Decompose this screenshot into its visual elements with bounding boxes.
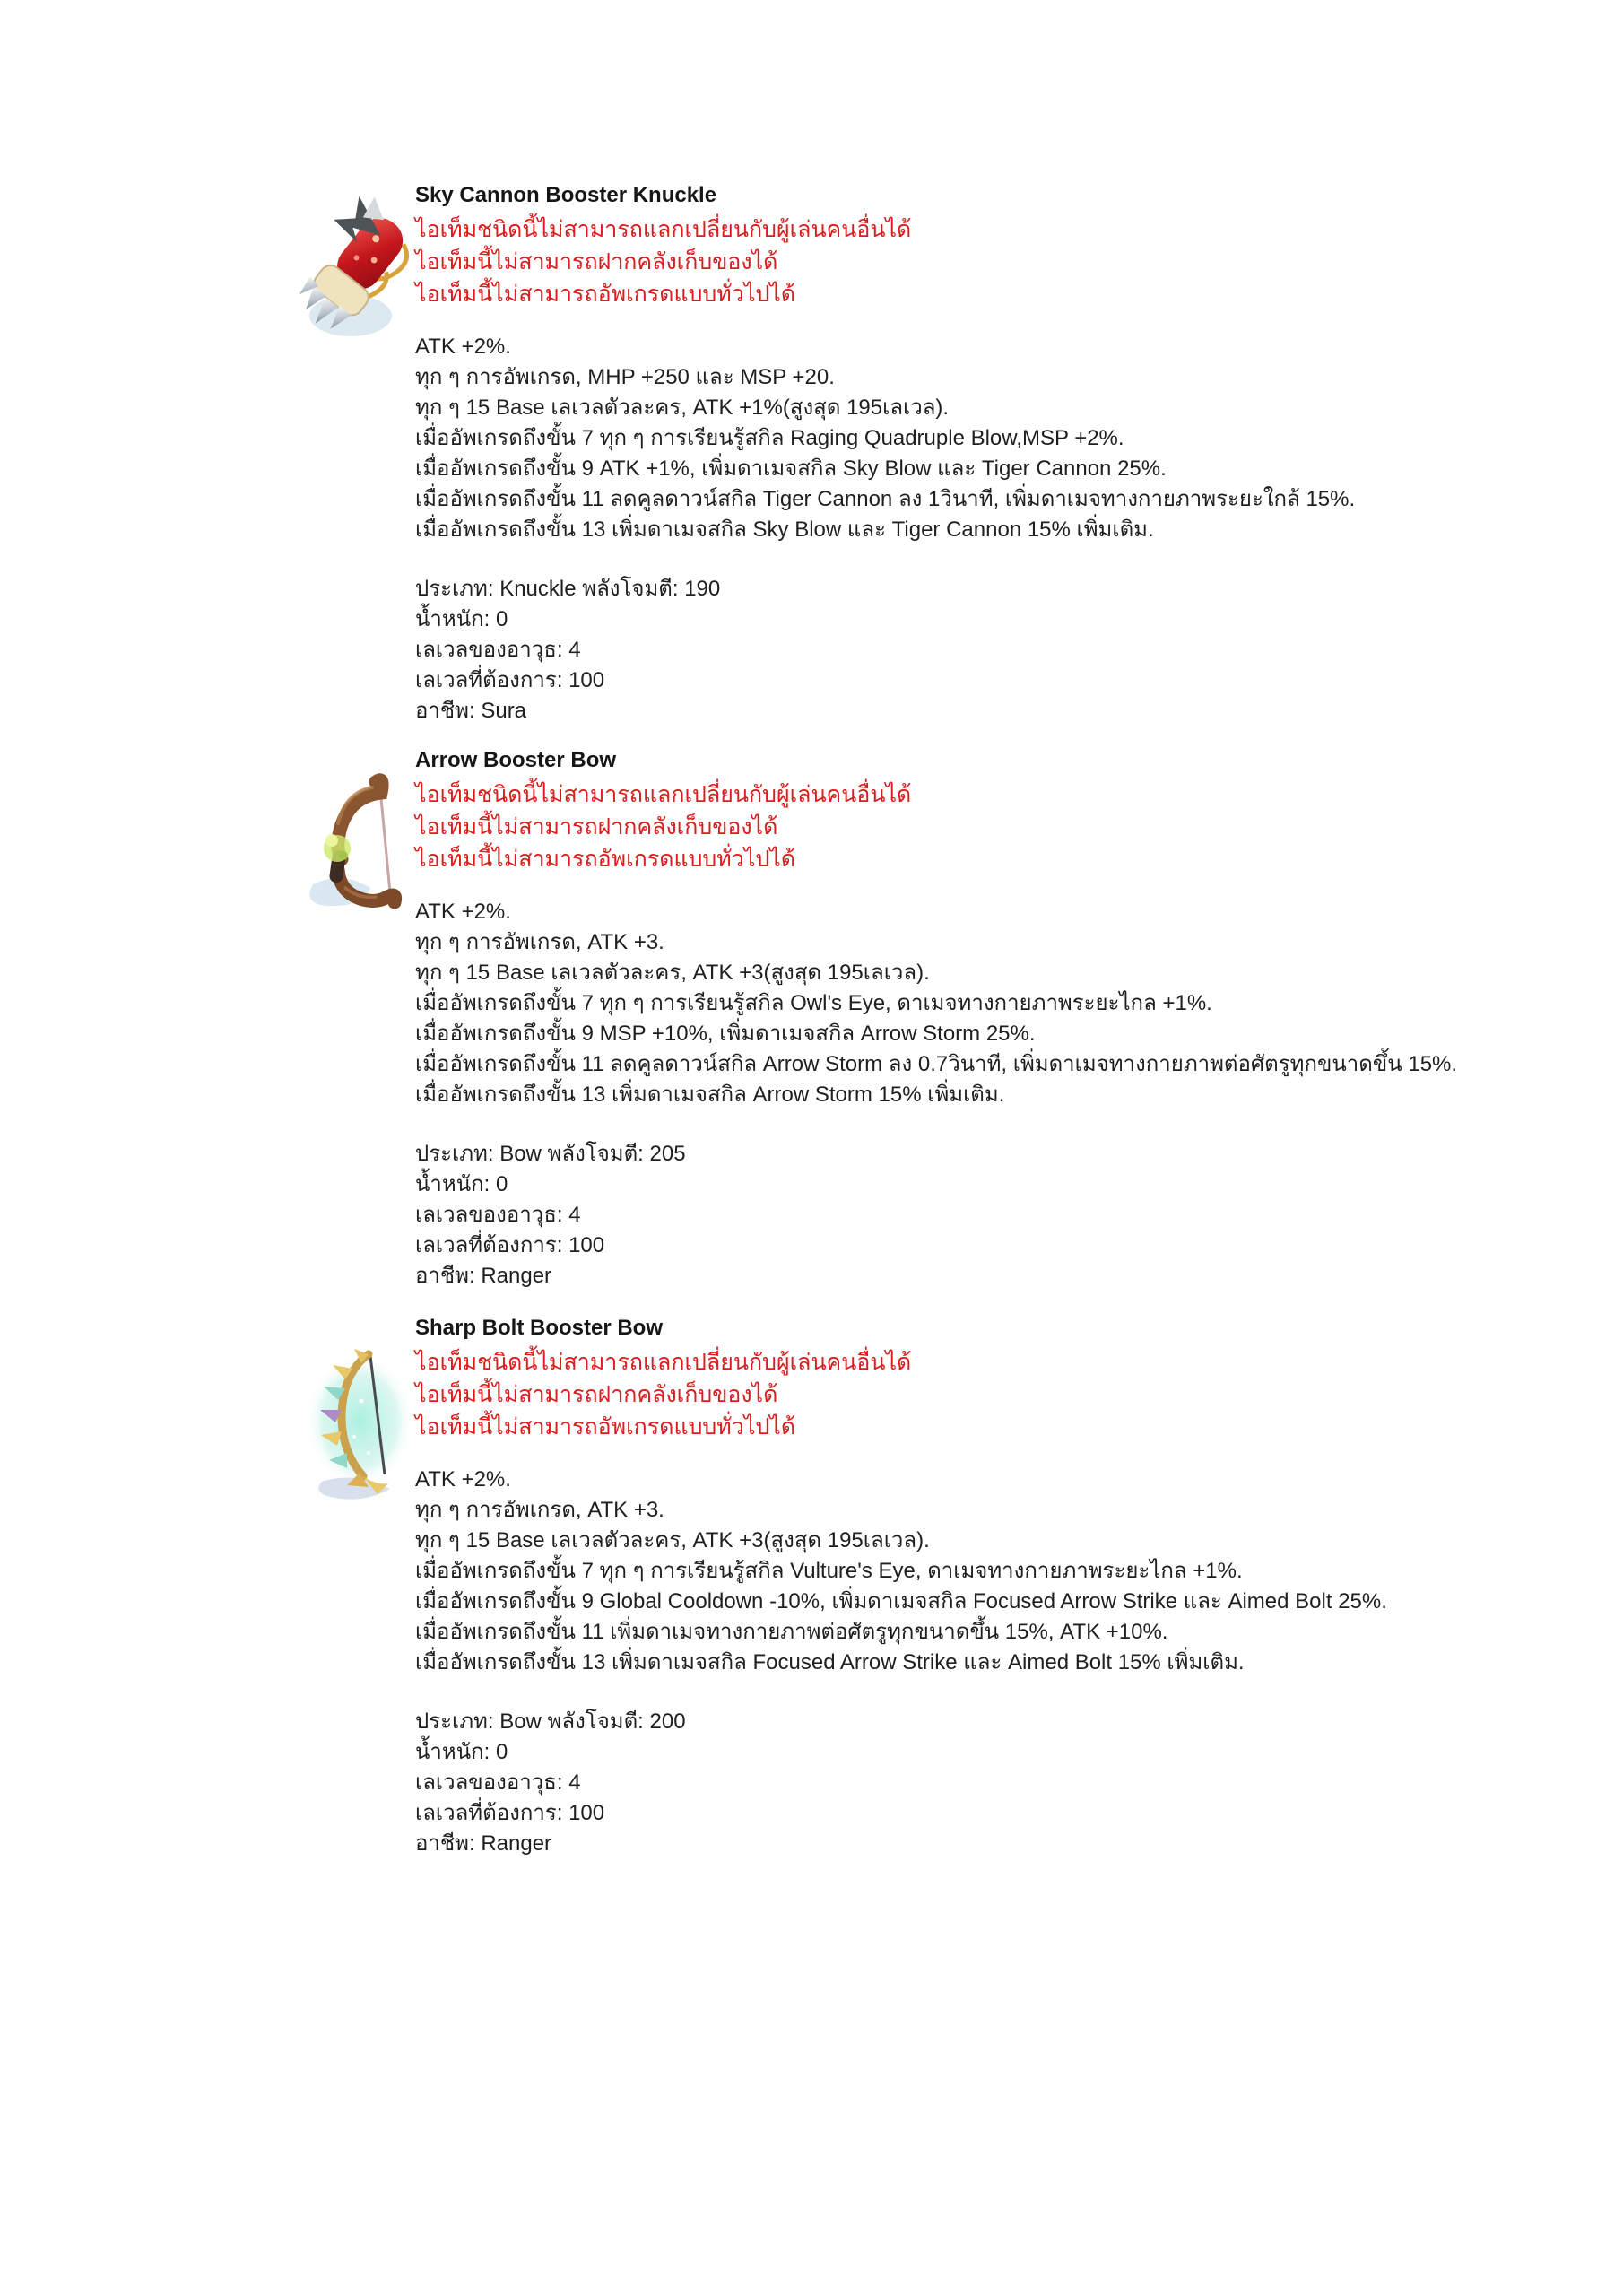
knuckle-weapon-icon [297,204,413,341]
item-content [415,1310,1623,1859]
brown-bow-icon [297,770,418,926]
stat-line: เมื่ออัพเกรดถึงขั้น 11 เพิ่มดาเมจทางกายภาพต่อศัตรูทุกขนาดขึ้น 15%, ATK +10%. [415,1620,1168,1644]
stat-line: เมื่ออัพเกรดถึงขั้น 13 เพิ่มดาเมจสกิล Focused Arrow Strike และ Aimed Bolt 15% เพิ่มเติม. [415,1650,1245,1674]
item-section-arrow-booster-bow [0,743,1623,1292]
feather-bow-icon [297,1338,422,1509]
item-type-line: ประเภท: Bow พลังโจมตี: 200 [415,1709,686,1734]
item-weight-line: น้ำหนัก: 0 [415,1740,508,1764]
stat-line: เมื่ออัพเกรดถึงขั้น 7 ทุก ๆ การเรียนรู้สกิล Owl's Eye, ดาเมจทางกายภาพระยะไกล +1%. [415,991,1212,1015]
item-class-line: อาชีพ: Ranger [415,1264,552,1288]
item-weapon-level-line: เลเวลของอาวุธ: 4 [415,638,581,662]
item-required-level-line: เลเวลที่ต้องการ: 100 [415,1801,605,1825]
stat-line: เมื่ออัพเกรดถึงขั้น 9 ATK +1%, เพิ่มดาเมจสกิล Sky Blow และ Tiger Cannon 25%. [415,457,1167,481]
item-type-line: ประเภท: Bow พลังโจมตี: 205 [415,1142,686,1166]
stat-line: ทุก ๆ 15 Base เลเวลตัวละคร, ATK +1%(สูงสุด 195เลเวล). [415,396,950,420]
item-icon [297,1338,422,1509]
stat-line: เมื่ออัพเกรดถึงขั้น 9 MSP +10%, เพิ่มดาเมจสกิล Arrow Storm 25%. [415,1022,1036,1046]
item-class-line: อาชีพ: Ranger [415,1831,552,1856]
restriction-line: ไอเท็มนี้ไม่สามารถฝากคลังเก็บของได้ [415,1382,778,1407]
stat-line: เมื่ออัพเกรดถึงขั้น 13 เพิ่มดาเมจสกิล Sky Blow และ Tiger Cannon 15% เพิ่มเติม. [415,517,1154,542]
item-section-sky-cannon-booster-knuckle [0,178,1623,726]
item-weight-line: น้ำหนัก: 0 [415,1172,508,1196]
item-content [415,178,1623,726]
stat-line: ATK +2%. [415,1467,511,1492]
item-title: Sky Cannon Booster Knuckle [415,183,717,207]
item-required-level-line: เลเวลที่ต้องการ: 100 [415,668,605,692]
restriction-line: ไอเท็มนี้ไม่สามารถอัพเกรดแบบทั่วไปได้ [415,1414,796,1439]
stat-line: ทุก ๆ 15 Base เลเวลตัวละคร, ATK +3(สูงสุด 195เลเวล). [415,1528,930,1552]
stat-line: เมื่ออัพเกรดถึงขั้น 11 ลดคูลดาวน์สกิล Arrow Storm ลง 0.7วินาที, เพิ่มดาเมจทางกายภาพต่อศัตรูทุกขนาดขึ้น 15%. [415,1052,1458,1076]
spacer [415,1443,1623,1465]
stat-line: เมื่ออัพเกรดถึงขั้น 11 ลดคูลดาวน์สกิล Tiger Cannon ลง 1วินาที, เพิ่มดาเมจทางกายภาพระยะใกล้ 15%. [415,487,1356,511]
item-title: Arrow Booster Bow [415,748,617,772]
stat-line: เมื่ออัพเกรดถึงขั้น 9 Global Cooldown -10%, เพิ่มดาเมจสกิล Focused Arrow Strike และ Aimed Bolt 25%. [415,1589,1387,1613]
stat-line: ทุก ๆ 15 Base เลเวลตัวละคร, ATK +3(สูงสุด 195เลเวล). [415,961,930,985]
restriction-line: ไอเท็มชนิดนี้ไม่สามารถแลกเปลี่ยนกับผู้เล่นคนอื่นได้ [415,217,912,242]
item-class-line: อาชีพ: Sura [415,699,527,723]
restriction-line: ไอเท็มนี้ไม่สามารถฝากคลังเก็บของได้ [415,249,778,274]
item-icon [297,204,413,341]
item-content [415,743,1623,1292]
stat-line: เมื่ออัพเกรดถึงขั้น 13 เพิ่มดาเมจสกิล Arrow Storm 15% เพิ่มเติม. [415,1083,1005,1107]
item-icon [297,770,418,926]
spacer [415,1110,1623,1139]
restriction-line: ไอเท็มชนิดนี้ไม่สามารถแลกเปลี่ยนกับผู้เล่นคนอื่นได้ [415,782,912,807]
restriction-line: ไอเท็มนี้ไม่สามารถอัพเกรดแบบทั่วไปได้ [415,847,796,872]
item-title: Sharp Bolt Booster Bow [415,1316,664,1340]
stat-line: เมื่ออัพเกรดถึงขั้น 7 ทุก ๆ การเรียนรู้สกิล Vulture's Eye, ดาเมจทางกายภาพระยะไกล +1%. [415,1559,1243,1583]
stat-line: เมื่ออัพเกรดถึงขั้น 7 ทุก ๆ การเรียนรู้สกิล Raging Quadruple Blow,MSP +2%. [415,426,1124,450]
stat-line: ทุก ๆ การอัพเกรด, MHP +250 และ MSP +20. [415,365,835,389]
spacer [415,310,1623,332]
stat-line: ทุก ๆ การอัพเกรด, ATK +3. [415,930,664,954]
item-weapon-level-line: เลเวลของอาวุธ: 4 [415,1203,581,1227]
stat-line: ATK +2%. [415,335,511,359]
restriction-line: ไอเท็มชนิดนี้ไม่สามารถแลกเปลี่ยนกับผู้เล่นคนอื่นได้ [415,1350,912,1375]
item-section-sharp-bolt-booster-bow [0,1310,1623,1859]
item-weapon-level-line: เลเวลของอาวุธ: 4 [415,1770,581,1795]
stat-line: ATK +2%. [415,900,511,924]
spacer [415,545,1623,574]
restriction-line: ไอเท็มนี้ไม่สามารถฝากคลังเก็บของได้ [415,814,778,839]
stat-line: ทุก ๆ การอัพเกรด, ATK +3. [415,1498,664,1522]
item-required-level-line: เลเวลที่ต้องการ: 100 [415,1233,605,1257]
spacer [415,875,1623,897]
item-weight-line: น้ำหนัก: 0 [415,607,508,631]
restriction-line: ไอเท็มนี้ไม่สามารถอัพเกรดแบบทั่วไปได้ [415,282,796,307]
spacer [415,1678,1623,1707]
item-type-line: ประเภท: Knuckle พลังโจมตี: 190 [415,577,721,601]
